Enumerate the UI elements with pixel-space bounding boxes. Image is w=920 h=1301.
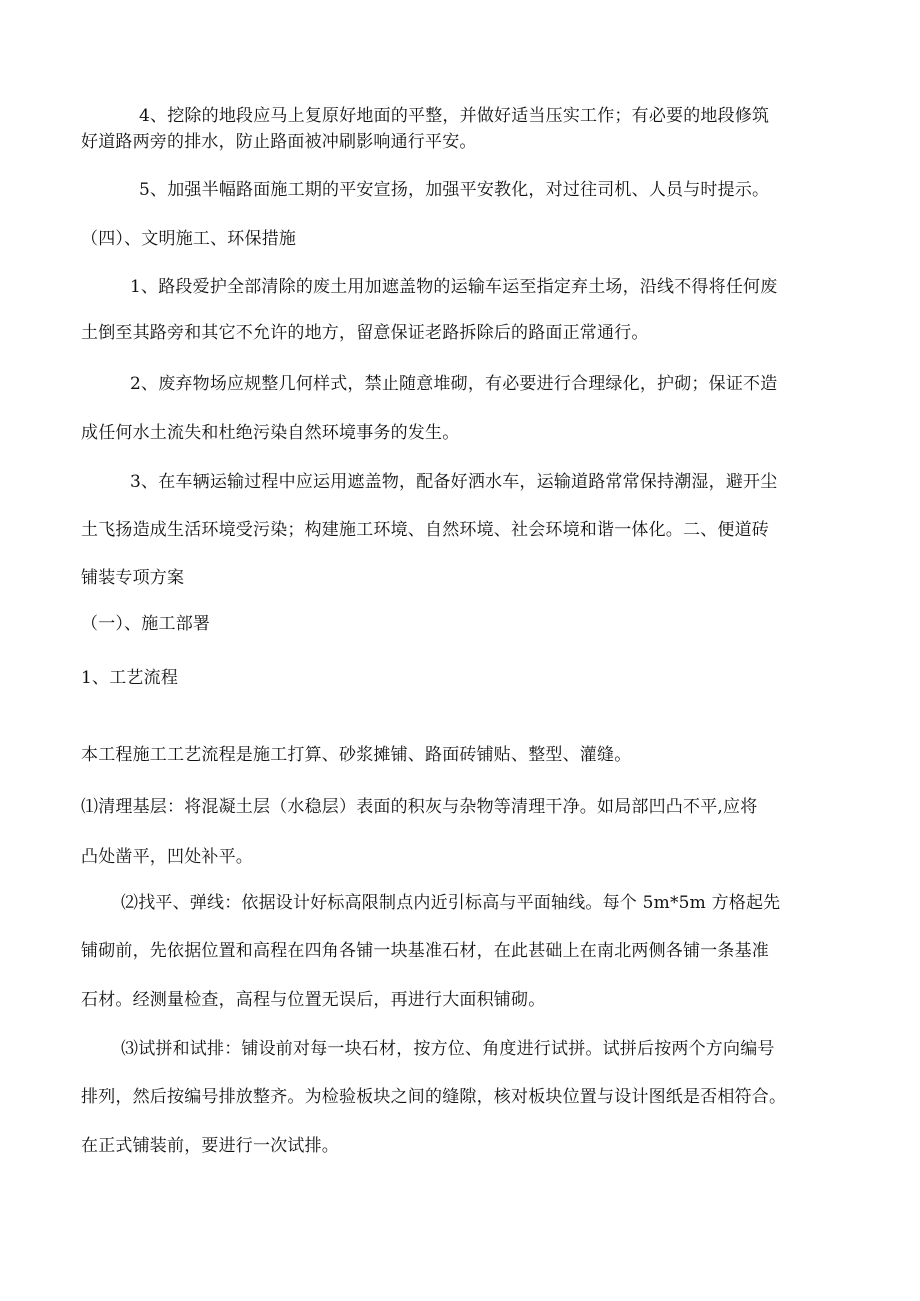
text-line-10: 土飞扬造成生活环境受污染；构建施工环境、自然环境、社会环境和谐一体化。二、便道砖 — [81, 520, 769, 540]
text-line-7: 2、废弃物场应规整几何样式，禁止随意堆砌，有必要进行合理绿化，护砌；保证不造 — [130, 374, 778, 394]
text-line-15: ⑴清理基层：将混凝土层（水稳层）表面的积灰与杂物等清理干净。如局部凹凸不平,应将 — [81, 797, 758, 817]
text-line-22: 在正式铺装前，要进行一次试排。 — [81, 1136, 339, 1156]
text-line-1: 4、挖除的地段应马上复原好地面的平整，并做好适当压实工作；有必要的地段修筑 — [139, 106, 770, 126]
text-line-17: ⑵找平、弹线：依据设计好标高限制点内近引标高与平面轴线。每个 5m*5m 方格起先 — [121, 893, 781, 913]
text-line-16: 凸处凿平，凹处补平。 — [81, 847, 253, 867]
text-line-6: 土倒至其路旁和其它不允许的地方，留意保证老路拆除后的路面正常通行。 — [81, 323, 649, 343]
section-heading-12: （一）、施工部署 — [81, 614, 211, 634]
section-heading-13: 1、工艺流程 — [81, 668, 179, 688]
text-line-5: 1、路段爱护全部清除的废土用加遮盖物的运输车运至指定弃土场，沿线不得将任何废 — [130, 277, 778, 297]
section-heading-4: （四）、文明施工、环保措施 — [81, 229, 297, 249]
text-line-8: 成任何水土流失和杜绝污染自然环境事务的发生。 — [81, 423, 460, 443]
text-line-18: 铺砌前，先依据位置和高程在四角各铺一块基准石材，在此甚础上在南北两侧各铺一条基准 — [81, 941, 769, 961]
text-line-20: ⑶试拼和试排：铺设前对每一块石材，按方位、角度进行试拼。试拼后按两个方向编号 — [121, 1039, 775, 1059]
text-line-3: 5、加强半幅路面施工期的平安宣扬，加强平安教化，对过往司机、人员与时提示。 — [139, 180, 770, 200]
text-line-19: 石材。经测量检查，高程与位置无误后，再进行大面积铺砌。 — [81, 990, 546, 1010]
text-line-11: 铺装专项方案 — [81, 568, 185, 588]
text-line-2: 好道路两旁的排水，防止路面被冲刷影响通行平安。 — [81, 132, 477, 152]
text-line-21: 排列，然后按编号排放整齐。为检验板块之间的缝隙，核对板块位置与设计图纸是否相符合。 — [81, 1087, 787, 1107]
text-line-14: 本工程施工工艺流程是施工打算、砂浆摊铺、路面砖铺贴、整型、灌缝。 — [81, 745, 632, 765]
text-line-9: 3、在车辆运输过程中应运用遮盖物，配备好洒水车，运输道路常常保持潮湿，避开尘 — [130, 472, 778, 492]
